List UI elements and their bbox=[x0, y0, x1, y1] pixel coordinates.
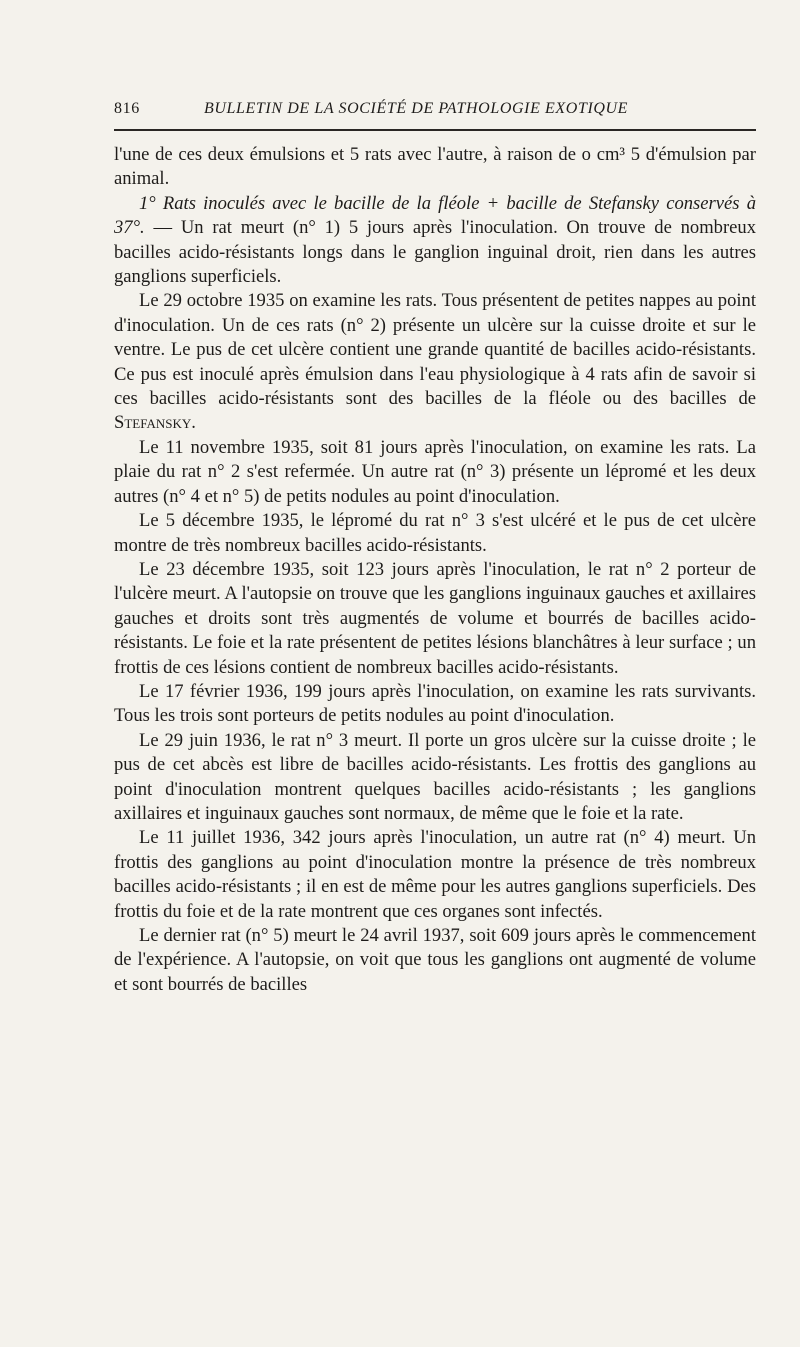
page-number: 816 bbox=[114, 100, 140, 117]
paragraph-text: Le 11 novembre 1935, soit 81 jours après l'inoculation, on examine les rats. La plaie du rat n° 2 s'est refermée. Un autre rat (n° 3) présente un lépromé et les deux autres (n° 4 et n° 5) de petits nodules au point d'inoculation. bbox=[114, 436, 756, 507]
paragraph-5-decembre bbox=[114, 509, 756, 558]
paragraph-text: Le 29 octobre 1935 on examine les rats. Tous présentent de petites nappes au point d'inoculation. Un de ces rats (n° 2) présente un ulcère sur la cuisse droite et sur le ventre. Le pus de cet ulcère contient une grande quantité de bacilles acido-résistants. Ce pus est inoculé après émulsion dans l'eau physiologique à 4 rats afin de savoir si ces bacilles acido-résistants sont des bacilles de la fléole ou des bacilles de bbox=[114, 290, 756, 410]
body-text bbox=[114, 143, 756, 997]
paragraph-11-juillet bbox=[114, 826, 756, 924]
paragraph-text: l'une de ces deux émulsions et 5 rats avec l'autre, à raison de o cm³ 5 d'émulsion par animal. bbox=[114, 144, 756, 190]
paragraph-dernier-rat bbox=[114, 924, 756, 997]
paragraph-text-end: . bbox=[191, 412, 196, 434]
paragraph-17-fevrier bbox=[114, 680, 756, 729]
paragraph-continuation bbox=[114, 143, 756, 192]
header-rule bbox=[114, 129, 756, 131]
paragraph-text: Le 23 décembre 1935, soit 123 jours après l'inoculation, le rat n° 2 porteur de l'ulcère meurt. A l'autopsie on trouve que les ganglions inguinaux gauches et axillaires gauches et droits sont très augmentés de volume et bourrés de bacilles acido-résistants. Le foie et la rate présentent de petites lésions blanchâtres à leur surface ; un frottis de ces lésions contient de nombreux bacilles acido-résistants. bbox=[114, 558, 756, 678]
author-name-smallcaps: Stefansky bbox=[114, 412, 192, 434]
paragraph-text: Le 29 juin 1936, le rat n° 3 meurt. Il porte un gros ulcère sur la cuisse droite ; le pus de cet abcès est libre de bacilles acido-résistants. Les frottis des ganglions au point d'inoculation montrent quelques bacilles acido-résistants ; les ganglions axillaires et inguinaux gauches sont normaux, de même que le foie et la rate. bbox=[114, 729, 756, 824]
paragraph-text: — Un rat meurt (n° 1) 5 jours après l'inoculation. On trouve de nombreux bacilles acido-résistants longs dans le ganglion inguinal droit, rien dans les autres ganglions superficiels. bbox=[114, 217, 756, 288]
page-header bbox=[114, 98, 754, 124]
running-title: BULLETIN DE LA SOCIÉTÉ DE PATHOLOGIE EXOTIQUE bbox=[204, 100, 629, 117]
paragraph-11-novembre bbox=[114, 436, 756, 509]
paragraph-section-heading bbox=[114, 192, 756, 290]
paragraph-text: Le 17 février 1936, 199 jours après l'inoculation, on examine les rats survivants. Tous les trois sont porteurs de petits nodules au point d'inoculation. bbox=[114, 680, 756, 727]
paragraph-text: Le dernier rat (n° 5) meurt le 24 avril 1937, soit 609 jours après le commencement de l'expérience. A l'autopsie, on voit que tous les ganglions ont augmenté de volume et sont bourrés de bacilles bbox=[114, 925, 756, 995]
paragraph-29-juin bbox=[114, 729, 756, 827]
section-heading-italic: 1° Rats inoculés avec le bacille de la fléole + bacille de Stefansky conservés à 37°. bbox=[114, 192, 756, 239]
paragraph-29-octobre bbox=[114, 289, 756, 435]
paragraph-text: Le 11 juillet 1936, 342 jours après l'inoculation, un autre rat (n° 4) meurt. Un frottis des ganglions au point d'inoculation montre la présence de très nombreux bacilles acido-résistants ; il en est de même pour les autres ganglions superficiels. Des frottis du foie et de la rate montrent que ces organes sont infectés. bbox=[114, 827, 756, 922]
paragraph-23-decembre bbox=[114, 558, 756, 680]
paragraph-text: Le 5 décembre 1935, le lépromé du rat n° 3 s'est ulcéré et le pus de cet ulcère montre de très nombreux bacilles acido-résistants. bbox=[114, 510, 756, 556]
